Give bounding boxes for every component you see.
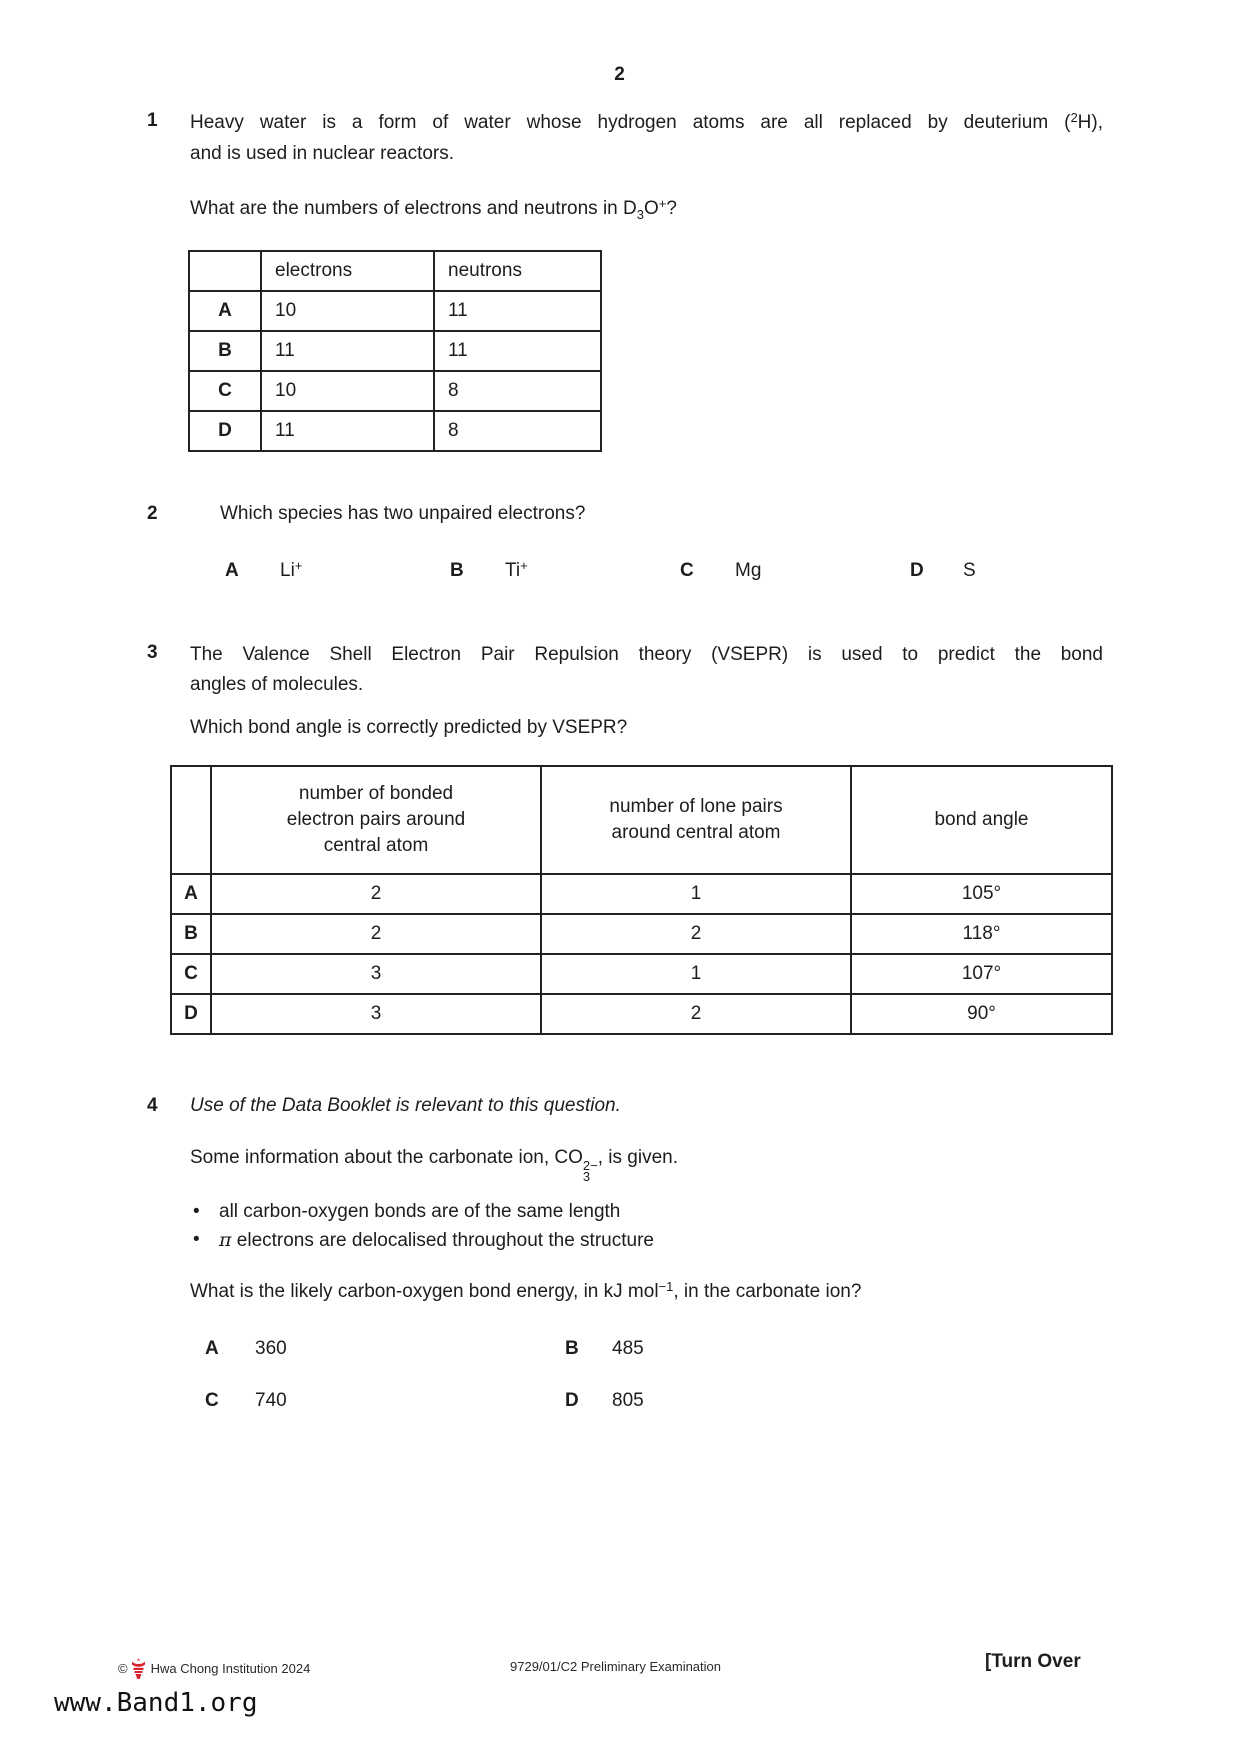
q4-option-a-value: 360 <box>255 1338 287 1359</box>
q2-option-c-letter: C <box>680 560 694 581</box>
page-number: 2 <box>614 64 625 85</box>
q1-stem-line2: and is used in nuclear reactors. <box>190 143 455 164</box>
q1-deuterium-superscript: 2 <box>1070 110 1078 125</box>
lone-pairs-value: 2 <box>541 914 851 954</box>
neutrons-value: 11 <box>434 331 601 371</box>
q3-stem-line2: angles of molecules. <box>190 674 364 695</box>
species-symbol: Mg <box>735 560 762 581</box>
q4-bullet-2-text: electrons are delocalised throughout the structure <box>231 1230 654 1251</box>
q2-option-c-value <box>735 560 761 582</box>
q4-bullet-2 <box>219 1229 654 1252</box>
q3-prompt: Which bond angle is correctly predicted by VSEPR? <box>190 717 628 738</box>
neutrons-value: 11 <box>434 291 601 331</box>
bullet-icon: • <box>193 1229 200 1250</box>
q4-info <box>190 1147 678 1182</box>
q1-stem-text-end: H), <box>1077 112 1103 133</box>
q1-stem-line1 <box>190 108 1103 139</box>
lone-pairs-value: 2 <box>541 994 851 1034</box>
header-line: central atom <box>323 835 429 856</box>
bullet-icon: • <box>193 1201 200 1222</box>
q4-option-a-letter: A <box>205 1338 219 1359</box>
q4-prompt-text-end: , in the carbonate ion? <box>673 1281 862 1302</box>
header-line: electron pairs around <box>286 809 466 830</box>
option-letter: A <box>189 291 261 331</box>
electrons-header: electrons <box>261 251 434 291</box>
neutrons-value: 8 <box>434 371 601 411</box>
bonded-pairs-value: 2 <box>211 914 541 954</box>
institution-name: Hwa Chong Institution 2024 <box>150 1661 311 1676</box>
q1-options-table <box>188 250 602 452</box>
q2-option-d-letter: D <box>910 560 924 581</box>
table-header-row <box>189 251 601 291</box>
q4-info-text: Some information about the carbonate ion, CO <box>190 1147 583 1168</box>
neutrons-value: 8 <box>434 411 601 451</box>
q4-prompt <box>190 1281 861 1303</box>
header-line: number of lone pairs <box>609 796 783 817</box>
electrons-value: 11 <box>261 411 434 451</box>
q1-stem <box>190 108 1103 169</box>
option-letter: B <box>189 331 261 371</box>
bonded-pairs-value: 2 <box>211 874 541 914</box>
q4-info-text-end: , is given. <box>597 1147 678 1168</box>
q1-stem-text: Heavy water is a form of water whose hydrogen atoms are all replaced by deuterium ( <box>190 112 1071 133</box>
q2-prompt: Which species has two unpaired electrons? <box>220 503 586 524</box>
option-letter: C <box>171 954 211 994</box>
q4-prompt-text: What is the likely carbon-oxygen bond energy, in kJ mol <box>190 1281 659 1302</box>
carbonate-superscript: 2− <box>582 1158 598 1173</box>
lone-pairs-value: 1 <box>541 954 851 994</box>
q1-d3o-subscript: 3 <box>636 207 644 222</box>
species-symbol: Li <box>280 560 295 581</box>
q1-d3o-superscript: + <box>658 196 667 211</box>
q1-number: 1 <box>147 110 158 131</box>
q2-option-b-letter: B <box>450 560 464 581</box>
option-letter: D <box>189 411 261 451</box>
table-row <box>171 874 1112 914</box>
bond-angle-value: 118° <box>851 914 1112 954</box>
carbonate-subscript: 3 <box>582 1169 591 1184</box>
q4-option-d-value: 805 <box>612 1390 644 1411</box>
bond-angle-value: 107° <box>851 954 1112 994</box>
q1-prompt-text: What are the numbers of electrons and neutrons in D <box>190 198 637 219</box>
charge-superscript: + <box>294 558 303 573</box>
q3-stem-line1: The Valence Shell Electron Pair Repulsion theory (VSEPR) is used to predict the bond <box>190 644 1103 665</box>
copyright-symbol: © <box>118 1661 128 1676</box>
institution-crest-icon <box>131 1658 146 1682</box>
charge-superscript: + <box>520 558 528 573</box>
bonded-pairs-value: 3 <box>211 954 541 994</box>
q4-data-booklet-note: Use of the Data Booklet is relevant to this question. <box>190 1095 621 1116</box>
footer-copyright <box>118 1658 310 1682</box>
q2-option-a-letter: A <box>225 560 239 581</box>
table-header-row <box>171 766 1112 874</box>
q3-stem <box>190 640 1103 700</box>
header-line: around central atom <box>611 822 781 843</box>
option-letter: D <box>171 994 211 1034</box>
q4-number: 4 <box>147 1095 158 1116</box>
q4-bullet-1: all carbon-oxygen bonds are of the same length <box>219 1201 621 1222</box>
table-row <box>171 954 1112 994</box>
bond-angle-header: bond angle <box>851 766 1112 874</box>
q4-option-c-letter: C <box>205 1390 219 1411</box>
bonded-pairs-header <box>211 766 541 874</box>
turn-over-label: [Turn Over <box>985 1651 1081 1672</box>
table-row <box>171 914 1112 954</box>
table-row <box>171 994 1112 1034</box>
q4-option-b-value: 485 <box>612 1338 644 1359</box>
q1-prompt-qmark: ? <box>666 198 677 219</box>
neutrons-header: neutrons <box>434 251 601 291</box>
species-symbol: Ti <box>505 560 521 581</box>
q3-options-table <box>170 765 1113 1035</box>
carbonate-ion-charge-stack <box>583 1160 598 1182</box>
species-symbol: S <box>963 560 976 581</box>
electrons-value: 10 <box>261 291 434 331</box>
q2-option-d-value <box>963 560 976 582</box>
empty-header-cell <box>171 766 211 874</box>
table-row <box>189 411 601 451</box>
footer-paper-code: 9729/01/C2 Preliminary Examination <box>510 1659 721 1674</box>
option-letter: B <box>171 914 211 954</box>
q4-option-d-letter: D <box>565 1390 579 1411</box>
header-line: number of bonded <box>298 783 454 804</box>
bonded-pairs-value: 3 <box>211 994 541 1034</box>
q2-number: 2 <box>147 503 158 524</box>
lone-pairs-value: 1 <box>541 874 851 914</box>
table-row <box>189 291 601 331</box>
bond-angle-value: 105° <box>851 874 1112 914</box>
bond-angle-value: 90° <box>851 994 1112 1034</box>
q2-option-b-value <box>505 560 528 582</box>
electrons-value: 11 <box>261 331 434 371</box>
lone-pairs-header <box>541 766 851 874</box>
q1-prompt <box>190 198 677 220</box>
mol-exponent-superscript: −1 <box>658 1279 674 1294</box>
option-letter: C <box>189 371 261 411</box>
table-row <box>189 331 601 371</box>
q3-number: 3 <box>147 642 158 663</box>
q4-option-c-value: 740 <box>255 1390 287 1411</box>
q4-option-b-letter: B <box>565 1338 579 1359</box>
electrons-value: 10 <box>261 371 434 411</box>
empty-header-cell <box>189 251 261 291</box>
q1-prompt-o: O <box>643 198 659 219</box>
option-letter: A <box>171 874 211 914</box>
watermark-url: www.Band1.org <box>54 1688 258 1718</box>
q2-option-a-value <box>280 560 302 582</box>
table-row <box>189 371 601 411</box>
pi-symbol: π <box>219 1229 232 1251</box>
